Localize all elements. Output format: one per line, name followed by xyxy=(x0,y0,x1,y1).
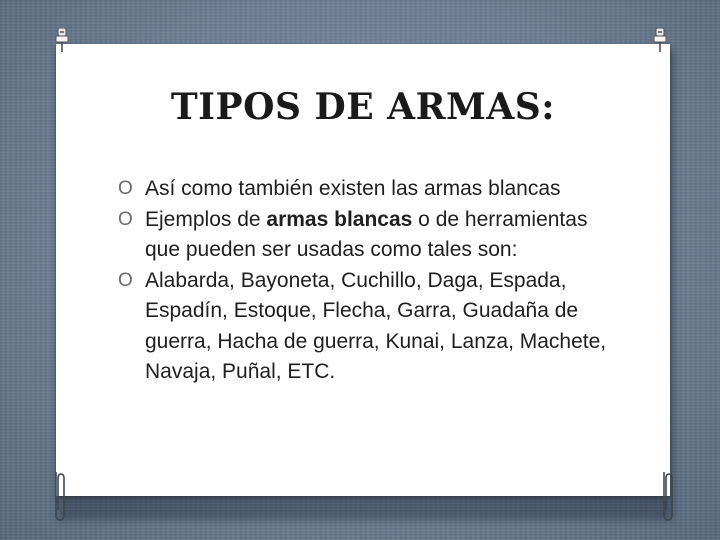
pushpin-icon xyxy=(55,28,69,52)
bullet-text-bold: armas blancas xyxy=(266,207,413,231)
bullet-marker: O xyxy=(118,269,133,291)
paperclip-icon xyxy=(660,470,676,522)
bullet-marker: O xyxy=(118,178,133,199)
paperclip-icon xyxy=(52,470,68,522)
bullet-text: Así como también existen las armas blancas xyxy=(145,177,561,200)
bullet-marker: O xyxy=(118,208,133,230)
bullet-list xyxy=(118,174,618,388)
bullet-text: Alabarda, Bayoneta, Cuchillo, Daga, Espada, Espadín, Estoque, Flecha, Garra, Guadaña de guerra, Hacha de guerra, Kunai, Lanza, Machete, Navaja, Puñal, ETC. xyxy=(145,268,607,383)
bullet-item xyxy=(118,174,618,205)
bullet-text: o de herramientas que pueden ser usadas como tales son: xyxy=(145,207,588,261)
bullet-text: Ejemplos de xyxy=(145,207,267,231)
bullet-item xyxy=(118,205,618,266)
bullet-item xyxy=(118,266,618,388)
pushpin-icon xyxy=(653,28,667,52)
slide-title: TIPOS DE ARMAS: xyxy=(170,86,556,128)
